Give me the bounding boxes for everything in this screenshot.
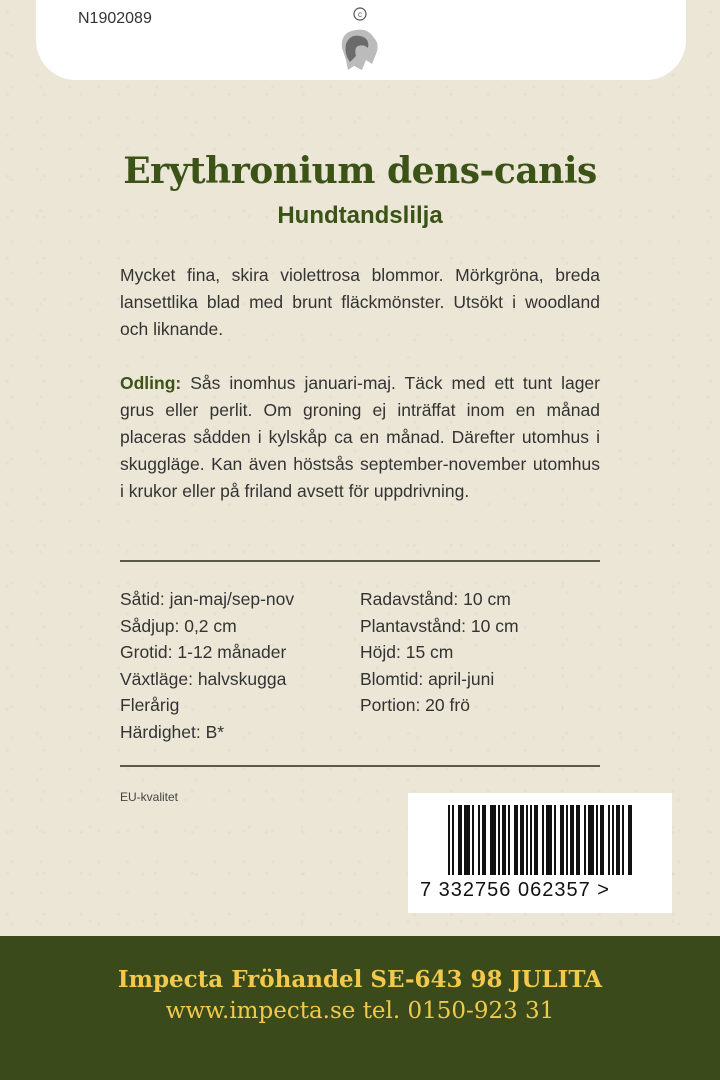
barcode-bar xyxy=(628,805,630,875)
footer-address: Impecta Fröhandel SE-643 98 JULITA xyxy=(117,966,603,993)
barcode-bar xyxy=(578,805,580,875)
barcode-bar xyxy=(618,805,620,875)
barcode-bar xyxy=(534,805,536,875)
fact-perennial: Flerårig xyxy=(120,695,180,715)
barcode-bar xyxy=(546,805,548,875)
barcode-number: 7 332756 062357 > xyxy=(420,879,610,901)
barcode-bar xyxy=(516,805,518,875)
barcode-bar xyxy=(602,805,604,875)
barcode-bar xyxy=(560,805,562,875)
barcode-bar xyxy=(608,805,610,875)
barcode-bar xyxy=(616,805,618,875)
barcode-bar xyxy=(498,805,500,875)
barcode-bar xyxy=(584,805,586,875)
barcode-bar xyxy=(502,805,504,875)
fact-germination: Grotid: 1-12 månader xyxy=(120,642,287,662)
barcode-bar xyxy=(550,805,552,875)
barcode-bar xyxy=(468,805,470,875)
barcode-bar xyxy=(508,805,510,875)
divider-top xyxy=(120,560,600,562)
svg-text:c: c xyxy=(358,10,362,19)
barcode-bar xyxy=(592,805,594,875)
barcode-bar xyxy=(494,805,496,875)
barcode-bar xyxy=(600,805,602,875)
fact-hardiness: Härdighet: B* xyxy=(120,721,225,742)
barcode-bar xyxy=(542,805,544,875)
barcode-bar xyxy=(466,805,468,875)
facts-right xyxy=(360,586,519,719)
barcode-bar xyxy=(612,805,614,875)
barcode-bar xyxy=(572,805,574,875)
barcode-bar xyxy=(484,805,486,875)
facts-left xyxy=(120,586,294,745)
barcode-bar xyxy=(482,805,484,875)
cultivation-paragraph xyxy=(120,370,600,505)
barcode-bar xyxy=(472,805,474,875)
barcode-bar xyxy=(458,805,460,875)
fact-height: Höjd: 15 cm xyxy=(360,642,454,662)
barcode-bar xyxy=(490,805,492,875)
description-paragraph: Mycket fina, skira violettrosa blommor. Mörkgröna, breda lansettlika blad med brunt fläckmönster. Utsökt i woodland och liknande. xyxy=(120,265,600,339)
barcode-bar xyxy=(514,805,516,875)
barcode-bar xyxy=(566,805,568,875)
barcode-bar xyxy=(452,805,454,875)
barcode-bar xyxy=(522,805,524,875)
fact-portion: Portion: 20 frö xyxy=(360,695,470,715)
barcode-bar xyxy=(448,805,450,875)
barcode-bar xyxy=(492,805,494,875)
barcode xyxy=(408,793,672,913)
barcode-bar xyxy=(562,805,564,875)
product-title: Erythronium dens-canis xyxy=(123,150,597,192)
quality-label: EU-kvalitet xyxy=(120,790,179,804)
barcode-bar xyxy=(464,805,466,875)
footer-contact: www.impecta.se tel. 0150-923 31 xyxy=(165,998,555,1024)
impecta-logo-icon xyxy=(332,4,388,76)
cultivation-label: Odling: xyxy=(120,373,182,393)
barcode-bar xyxy=(460,805,462,875)
barcode-bar xyxy=(536,805,538,875)
fact-bloom-time: Blomtid: april-juni xyxy=(360,668,495,689)
barcode-bar xyxy=(520,805,522,875)
barcode-bar xyxy=(576,805,578,875)
barcode-bar xyxy=(554,805,556,875)
barcode-bar xyxy=(622,805,624,875)
cultivation-text: Sås inomhus januari-maj. Täck med ett tunt lager grus eller perlit. Om groning ej inträffat inom en månad placeras sådden i kylskåp ca en månad. Därefter utomhus i skuggläge. Kan även höstsås september-november utomhus i krukor eller på friland avsett för uppdrivning. xyxy=(120,373,600,501)
barcode-bar xyxy=(526,805,528,875)
barcode-bar xyxy=(596,805,598,875)
barcode-bar xyxy=(504,805,506,875)
barcode-bar xyxy=(478,805,480,875)
fact-row-spacing: Radavstånd: 10 cm xyxy=(360,589,511,609)
fact-sowing-time: Såtid: jan-maj/sep-nov xyxy=(120,589,295,609)
fact-location: Växtläge: halvskugga xyxy=(120,668,287,689)
barcode-bar xyxy=(530,805,532,875)
divider-bottom xyxy=(120,765,600,767)
fact-plant-spacing: Plantavstånd: 10 cm xyxy=(360,615,519,636)
barcode-bar xyxy=(570,805,572,875)
barcode-bar xyxy=(630,805,632,875)
article-number: N1902089 xyxy=(78,10,152,27)
product-subtitle: Hundtandslilja xyxy=(277,202,443,229)
barcode-bar xyxy=(590,805,592,875)
fact-sowing-depth: Sådjup: 0,2 cm xyxy=(120,615,237,636)
barcode-bar xyxy=(588,805,590,875)
footer xyxy=(0,936,720,1080)
barcode-bar xyxy=(548,805,550,875)
